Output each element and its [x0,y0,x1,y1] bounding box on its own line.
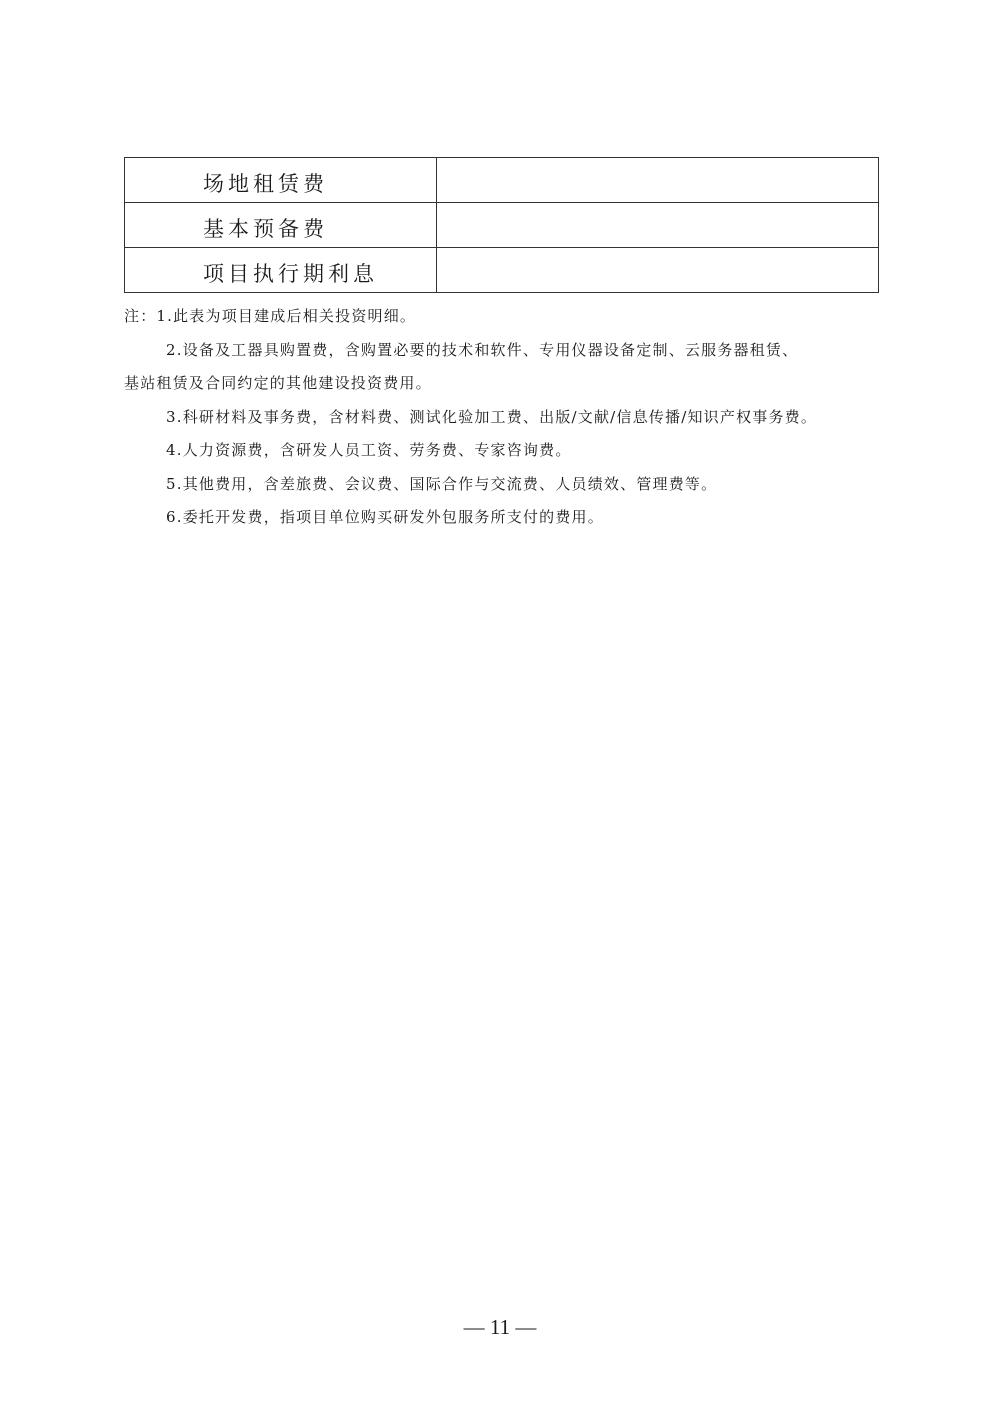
note-3: 3.科研材料及事务费，含材料费、测试化验加工费、出版/文献/信息传播/知识产权事务费。 [166,407,818,426]
note-4: 4.人力资源费，含研发人员工资、劳务费、专家咨询费。 [166,441,572,459]
note-2: 2.设备及工器具购置费，含购置必要的技术和软件、专用仪器设备定制、云服务器租赁、 [166,340,799,359]
table-row [125,158,879,203]
row-value-interest [437,248,879,293]
row-label-venue-rental: 场地租赁费 [125,158,437,203]
table-row [125,248,879,293]
row-value-venue-rental [437,158,879,203]
row-value-basic-reserve [437,203,879,248]
row-label-basic-reserve: 基本预备费 [125,203,437,248]
cost-table [124,157,879,293]
note-1: 注：1.此表为项目建成后相关投资明细。 [124,307,417,325]
row-label-interest: 项目执行期利息 [125,248,437,293]
note-6: 6.委托开发费，指项目单位购买研发外包服务所支付的费用。 [166,508,604,526]
page-number: — 11 — [463,1315,537,1339]
note-5: 5.其他费用，含差旅费、会议费、国际合作与交流费、人员绩效、管理费等。 [166,474,718,493]
notes-section [124,300,884,535]
table-row [125,203,879,248]
note-2-continued: 基站租赁及合同约定的其他建设投资费用。 [124,374,432,392]
